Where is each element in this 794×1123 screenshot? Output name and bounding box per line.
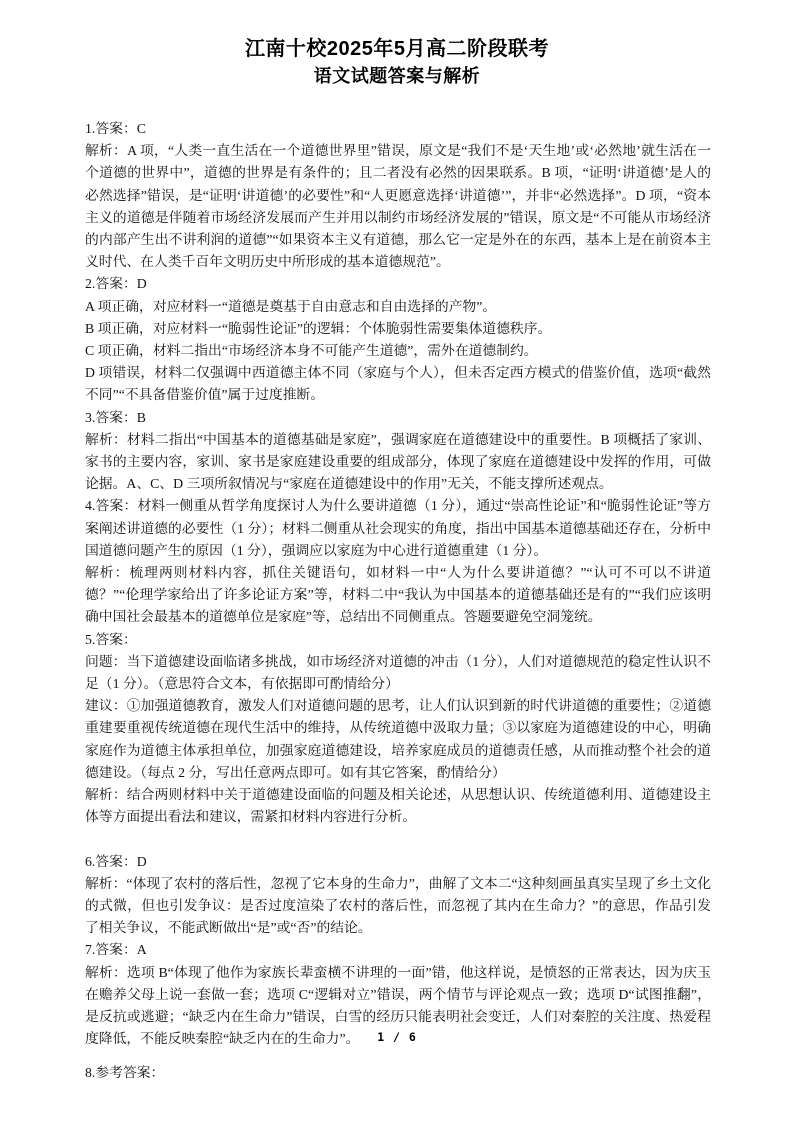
analysis-paragraph: 解析：梳理两则材料内容，抓住关键语句，如材料一中“人为什么要讲道德？”“认可不可以不讲道德？”“伦理学家给出了许多论证方案”等，材料二中“我认为中国基本的道德基础还是有的”“我们应该明确中国社会最基本的道德单位是家庭”等，总结出不同侧重点。答题要避免空洞笼统。 bbox=[85, 565, 711, 625]
problem-paragraph: 问题：当下道德建设面临诸多挑战，如市场经济对道德的冲击（1 分），人们对道德规范的稳定性认识不足（1 分）。（意思符合文本，有依据即可酌情给分） bbox=[85, 653, 711, 692]
analysis-paragraph: 解析：A 项，“人类一直生活在一个道德世界里”错误，原文是“我们不是‘天生地’或‘必然地’就生活在一个道德的世界中”，道德的世界是有条件的；且二者没有必然的因果联系。B 项，“证明‘讲道德’是人的必然选择”错误，是“证明‘讲道德’的必要性”和“人更愿意选择‘讲道德’”，并非“必然选择”。D 项，“资本主义的道德是伴随着市场经济发展而产生并用以制约市场经济发展的”错误，原文是“不可能从市场经济的内部产生出不讲利润的道德”“如果资本主义有道德，那么它一定是外在的东西，基本上是在前资本主义时代、在人类千百年文明历史中所形成的基本道德规范”。 bbox=[85, 143, 711, 270]
suggestion-paragraph: 建议：①加强道德教育，激发人们对道德问题的思考，让人们认识到新的时代讲道德的重要性；②道德重建要重视传统道德在现代生活中的维持，从传统道德中汲取力量；③以家庭为道德建设的中心，明确家庭作为道德主体承担单位，加强家庭道德建设，培养家庭成员的道德责任感，从而推动整个社会的道德建设。（每点 2 分，写出任意两点即可。如有其它答案，酌情给分） bbox=[85, 698, 711, 780]
analysis-paragraph: 解析：结合两则材料中关于道德建设面临的问题及相关论述，从思想认识、传统道德利用、道德建设主体等方面提出看法和建议，需紧扣材料内容进行分析。 bbox=[85, 787, 711, 825]
answer-section-2 bbox=[85, 273, 711, 406]
option-a-explanation: A 项正确，对应材料一“道德是奠基于自由意志和自由选择的产物”。 bbox=[85, 298, 497, 314]
answer-label: 6.答案：D bbox=[85, 853, 147, 869]
answer-label: 1.答案：C bbox=[85, 121, 146, 136]
answer-section-5 bbox=[85, 629, 711, 829]
document-subtitle: 语文试题答案与解析 bbox=[313, 66, 481, 86]
answer-section-6 bbox=[85, 851, 711, 940]
answer-label: 8.参考答案： bbox=[85, 1065, 165, 1081]
page-number: 1 / 6 bbox=[377, 1030, 417, 1044]
answer-section-1 bbox=[85, 118, 711, 273]
answer-key-body bbox=[85, 118, 711, 1085]
answer-label: 3.答案：B bbox=[85, 409, 146, 425]
option-b-explanation: B 项正确，对应材料一“脆弱性论证”的逻辑：个体脆弱性需要集体道德秩序。 bbox=[85, 320, 552, 336]
analysis-paragraph: 解析：“体现了农村的落后性，忽视了它本身的生命力”，曲解了文本二“这种刻画虽真实呈现了乡土文化的式微，但也引发争议：是否过度渲染了农村的落后性，而忽视了其内在生命力？”的意思，作品引发了相关争议，不能武断做出“是”或“否”的结论。 bbox=[85, 875, 711, 936]
answer-section-4 bbox=[85, 495, 711, 628]
answer-paragraph: 4.答案：材料一侧重从哲学角度探讨人为什么要讲道德（1 分），通过“崇高性论证”和“脆弱性论证”等方案阐述讲道德的必要性（1 分）；材料二侧重从社会现实的角度，指出中国基本道德基础还存在，分析中国道德问题产生的原因（1 分），强调应以家庭为中心进行道德重建（1 分）。 bbox=[85, 498, 711, 558]
answer-label: 2.答案：D bbox=[85, 276, 147, 292]
document-title: 江南十校2025年5月高二阶段联考 bbox=[244, 38, 550, 60]
answer-label: 5.答案： bbox=[85, 631, 137, 647]
analysis-paragraph: 解析：材料二指出“中国基本的道德基础是家庭”，强调家庭在道德建设中的重要性。B 项概括了家训、家书的主要内容，家训、家书是家庭建设重要的组成部分，体现了家庭在道德建设中发挥的作用，可做论据。A、C、D 三项所叙情况与“家庭在道德建设中的作用”无关，不能支撑所述观点。 bbox=[85, 431, 711, 492]
answer-section-8 bbox=[85, 1062, 711, 1084]
option-d-explanation: D 项错误，材料二仅强调中西道德主体不同（家庭与个人），但未否定西方模式的借鉴价值，选项“截然不同”“不具备借鉴价值”属于过度推断。 bbox=[85, 365, 711, 403]
document-header bbox=[0, 0, 794, 89]
answer-label: 7.答案：A bbox=[85, 942, 147, 958]
answer-section-3 bbox=[85, 407, 711, 496]
option-c-explanation: C 项正确，材料二指出“市场经济本身不可能产生道德”，需外在道德制约。 bbox=[85, 343, 538, 359]
analysis-paragraph: 解析：选项 B“体现了他作为家族长辈蛮横不讲理的一面”错，他这样说，是愤怒的正常表达，因为庆玉在赡养父母上说一套做一套；选项 C“逻辑对立”错误，两个情节与评论观点一致；选项 D“试图推翻”，是反抗或逃避；“缺乏内在生命力”错误，白雪的经历只能表明社会变迁，人们对秦腔的关注度、热爱程度降低，不能反映秦腔“缺乏内在的生命力”。 bbox=[85, 964, 711, 1047]
